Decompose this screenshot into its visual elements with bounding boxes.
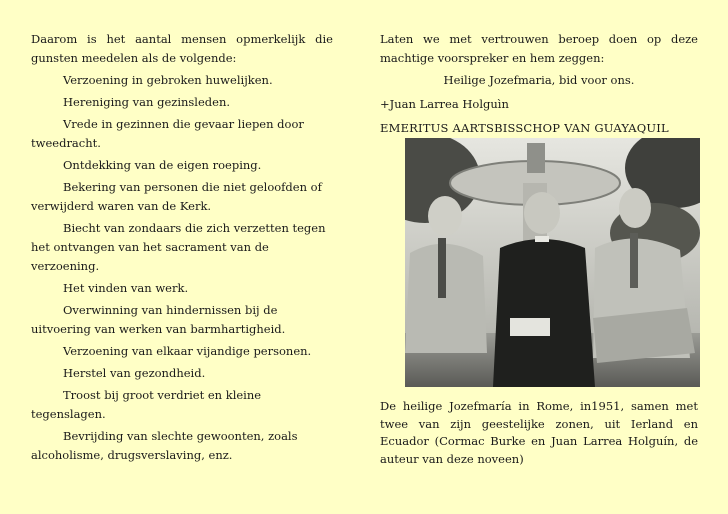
group-photo bbox=[405, 138, 700, 387]
signature-title: EMERITUS AARTSBISSCHOP VAN GUAYAQUIL bbox=[380, 121, 669, 135]
favour-item: Troost bij groot verdriet en kleine tegenslagen. bbox=[31, 388, 262, 421]
invocation: Heilige Jozefmaria, bid voor ons. bbox=[443, 73, 635, 87]
signature-name: +Juan Larrea Holguìn bbox=[380, 97, 509, 111]
favour-item: Ontdekking van de eigen roeping. bbox=[63, 158, 262, 172]
favours-column bbox=[31, 30, 333, 465]
prayer-column bbox=[380, 30, 698, 138]
favour-item: Overwinning van hindernissen bij de uitvoering van werken van barmhartigheid. bbox=[31, 303, 286, 336]
favour-item: Biecht van zondaars die zich verzetten tegen het ontvangen van het sacrament van de verzoening. bbox=[31, 221, 326, 273]
favour-item: Vrede in gezinnen die gevaar liepen door tweedracht. bbox=[31, 117, 304, 150]
favour-item: Verzoening in gebroken huwelijken. bbox=[63, 73, 273, 87]
favour-item: Verzoening van elkaar vijandige personen. bbox=[63, 344, 312, 358]
favours-intro: Daarom is het aantal mensen opmerkelijk die gunsten meedelen als de volgende: bbox=[31, 32, 333, 65]
favour-item: Bevrijding van slechte gewoonten, zoals alcoholisme, drugsverslaving, enz. bbox=[31, 429, 298, 462]
prayer-intro: Laten we met vertrouwen beroep doen op deze machtige voorspreker en hem zeggen: bbox=[380, 32, 698, 65]
favour-item: Hereniging van gezinsleden. bbox=[63, 95, 231, 109]
favour-item: Bekering van personen die niet geloofden of verwijderd waren van de Kerk. bbox=[31, 180, 322, 213]
favour-item: Het vinden van werk. bbox=[63, 281, 189, 295]
favour-item: Herstel van gezondheid. bbox=[63, 366, 206, 380]
photo-illustration bbox=[405, 138, 700, 387]
photo-caption: De heilige Jozefmaría in Rome, in1951, samen met twee van zijn geestelijke zonen, uit Ierland en Ecuador (Cormac Burke en Juan Larrea Holguín, de auteur van deze noveen) bbox=[380, 399, 698, 466]
